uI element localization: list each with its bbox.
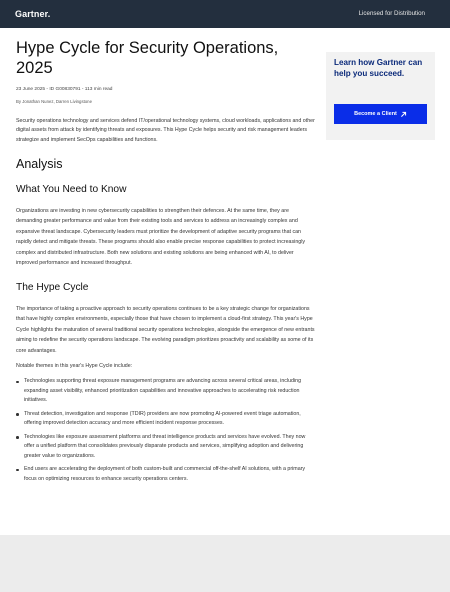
become-client-label: Become a Client bbox=[354, 111, 397, 117]
page-footer-area bbox=[0, 535, 450, 592]
analysis-heading: Analysis bbox=[16, 156, 63, 171]
list-item: End users are accelerating the deployment of both custom-built and commercial off-the-shelf AI solutions, with a primary focus on optimizing resources to enhance security operations centers. bbox=[16, 465, 316, 484]
become-client-button[interactable] bbox=[334, 104, 427, 124]
client-cta-panel bbox=[326, 52, 435, 140]
cta-title: Learn how Gartner can help you succeed. bbox=[334, 58, 423, 78]
hype-cycle-heading: The Hype Cycle bbox=[16, 281, 89, 293]
doc-meta: 23 June 2025 - ID G00830791 - 113 min read bbox=[16, 87, 113, 92]
themes-list bbox=[16, 377, 316, 484]
page-title: Hype Cycle for Security Operations, 2025 bbox=[16, 39, 279, 77]
main-content bbox=[16, 28, 316, 488]
external-arrow-icon bbox=[400, 111, 407, 118]
list-item: Technologies supporting threat exposure management programs are advancing across several critical areas, including expanding asset visibility, enhanced prioritization capabilities and innovative approaches to accelerating risk reduction initiatives. bbox=[16, 377, 316, 406]
doc-authors: By Jonathan Nunez, Darren Livingstone bbox=[16, 99, 92, 104]
document-page bbox=[0, 28, 450, 535]
need-to-know-text: Organizations are investing in new cybersecurity capabilities to strengthen their defences. At the same time, they are demanding greater performance and value from their existing tools and services to address an increasingly complex and expansive threat landscape. Cybersecurity leaders must prioritize the development of adaptive security programs that can rapidly detect and mitigate threats. These programs should also enable precise response capabilities to protect increasingly complex and distributed infrastructure. Both new solutions and existing solutions are being enhanced with AI, to deliver improved performance and increased throughput. bbox=[16, 207, 306, 267]
doc-summary: Security operations technology and services defend IT/operational technology systems, cloud workloads, applications and other digital assets from attack by identifying threats and exposures. This Hype Cycle helps security and risk management leaders strategize and implement SecOps capabilities and functions. bbox=[16, 118, 315, 143]
hype-cycle-text: The importance of taking a proactive approach to security operations continues to be a key strategic change for organizations that have highly complex environments, especially those that have chosen to implement a cloud-first strategy. This year's Hype Cycle highlights the maturation of several traditional security operations technologies, alongside the emergence of new entrants aiming to redefine the security operations landscape. The evolving paradigm prioritizes proactivity and scalability as some of its core advantages. bbox=[16, 305, 315, 354]
list-item: Technologies like exposure assessment platforms and threat intelligence products and services have evolved. They now offer a unified platform that consolidates previously disparate products and services, simplifying adoption and delivering greater value to organizations. bbox=[16, 433, 316, 462]
gartner-logo[interactable]: Gartner. bbox=[15, 9, 51, 19]
notable-themes-intro: Notable themes in this year's Hype Cycle include: bbox=[16, 363, 133, 370]
need-to-know-heading: What You Need to Know bbox=[16, 183, 127, 195]
list-item: Threat detection, investigation and response (TDIR) providers are now promoting AI-powered event triage automation, offering improved detection accuracy and more efficient incident response processes. bbox=[16, 410, 316, 429]
licensed-label: Licensed for Distribution bbox=[358, 10, 425, 17]
top-bar bbox=[0, 0, 450, 28]
